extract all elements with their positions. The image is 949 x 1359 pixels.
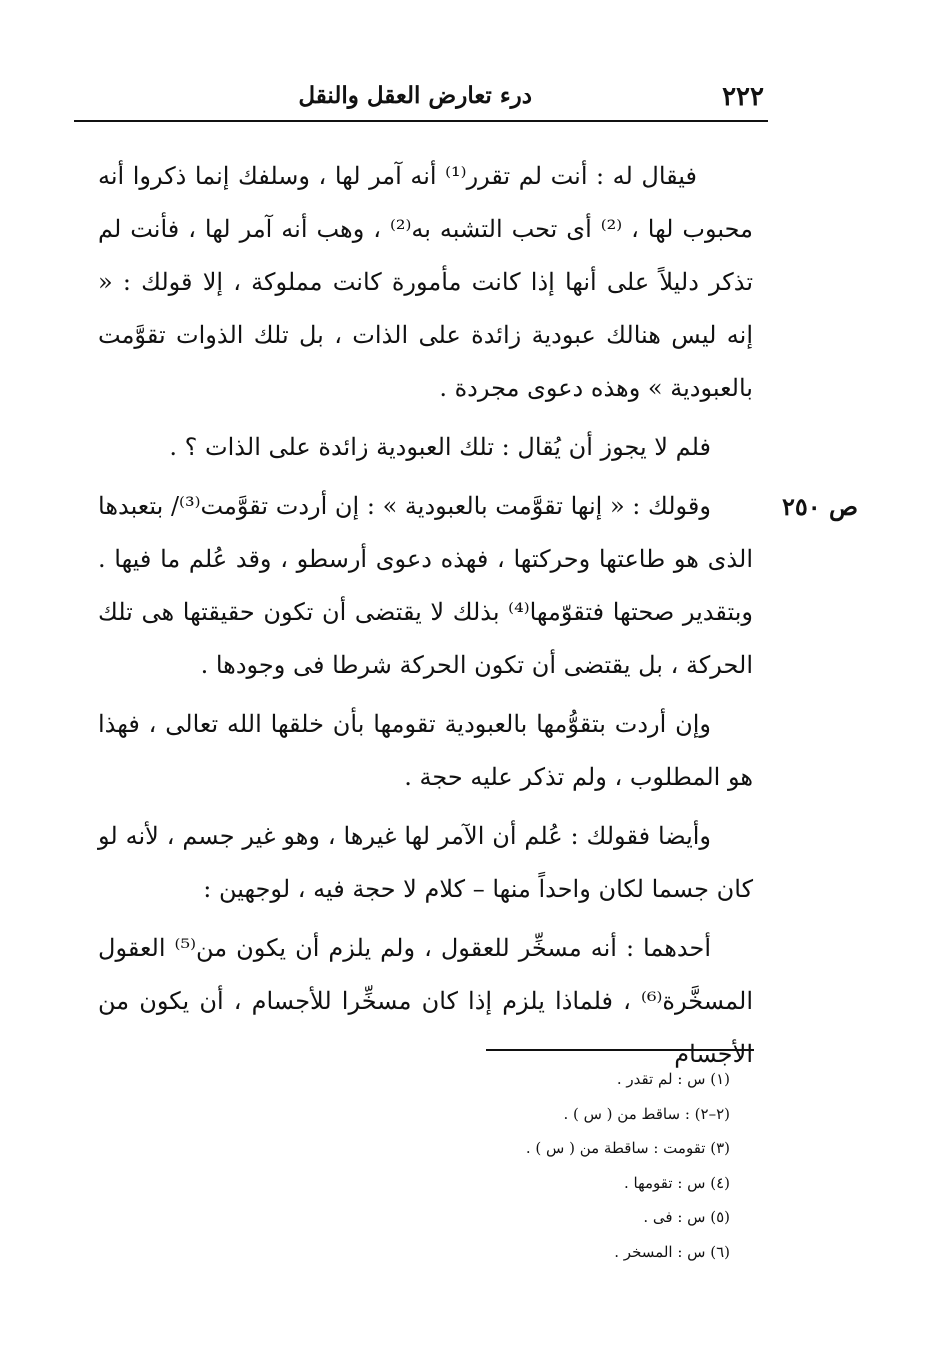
footnote: (٣) تقومت : ساقطة من ( س ) . [525,1139,730,1157]
running-title: درء تعارض العقل والنقل [298,82,532,109]
paragraph: وأيضا فقولك : عُلم أن الآمر لها غيرها ، وهو غير جسم ، لأنه لو كان جسما لكان واحداً منها – كلام لا حجة فيه ، لوجهين : [98,822,753,903]
footnote: (١) س : لم تقدر . [616,1070,730,1088]
page-number: ٢٢٢ [722,82,764,112]
footnotes [400,1062,730,1269]
header-rule [74,120,768,122]
footnote: (٤) س : تقومها . [623,1173,730,1192]
paragraph: فلم لا يجوز أن يُقال : تلك العبودية زائدة على الذات ؟ . [169,433,711,461]
footnote: (٢–٢) : ساقط من ( س ) . [563,1104,730,1123]
footnote: (٦) س : المسخر . [614,1242,730,1261]
paragraph: وإن أردت بتقوُّمها بالعبودية تقومها بأن خلقها الله تعالى ، فهذا هو المطلوب ، ولم تذكر عليه حجة . [98,710,753,791]
paragraph: فيقال له : أنت لم تقرر⁽¹⁾ أنه آمر لها ، وسلفك إنما ذكروا أنه محبوب لها ، ⁽²⁾ أى تحب التشبه به⁽²⁾ ، وهب أنه آمر لها ، فأنت لم تذكر دليلاً على أنها إذا كانت مأمورة كانت مملوكة ، إلا قولك : « إنه ليس هنالك عبودية زائدة على الذات ، بل تلك الذوات تقوَّمت بالعبودية » وهذه دعوى مجردة . [98,162,754,402]
page-header [74,72,768,122]
footnote: (٥) س : فى . [643,1208,730,1226]
paragraph: وقولك : « إنها تقوَّمت بالعبودية » : إن أردت تقوَّمت⁽³⁾/ بتعبدها الذى هو طاعتها وحركتها ، فهذه دعوى أرسطو ، وقد عُلم ما فيها . وبتقدير صحتها فتقوّمها⁽⁴⁾ بذلك لا يقتضى أن تكون حقيقتها هى تلك الحركة ، بل يقتضى أن تكون الحركة شرطا فى وجودها . [98,492,754,679]
paragraph: أحدهما : أنه مسخِّر للعقول ، ولم يلزم أن يكون من⁽⁵⁾ العقول المسخَّرة⁽⁶⁾ ، فلماذا يلزم إذا كان مسخِّرا للأجسام ، أن يكون من الأجسام [98,934,753,1068]
margin-page-reference: ص ٢٥٠ [782,492,859,521]
main-text [98,150,753,1087]
footnote-rule [486,1049,754,1051]
